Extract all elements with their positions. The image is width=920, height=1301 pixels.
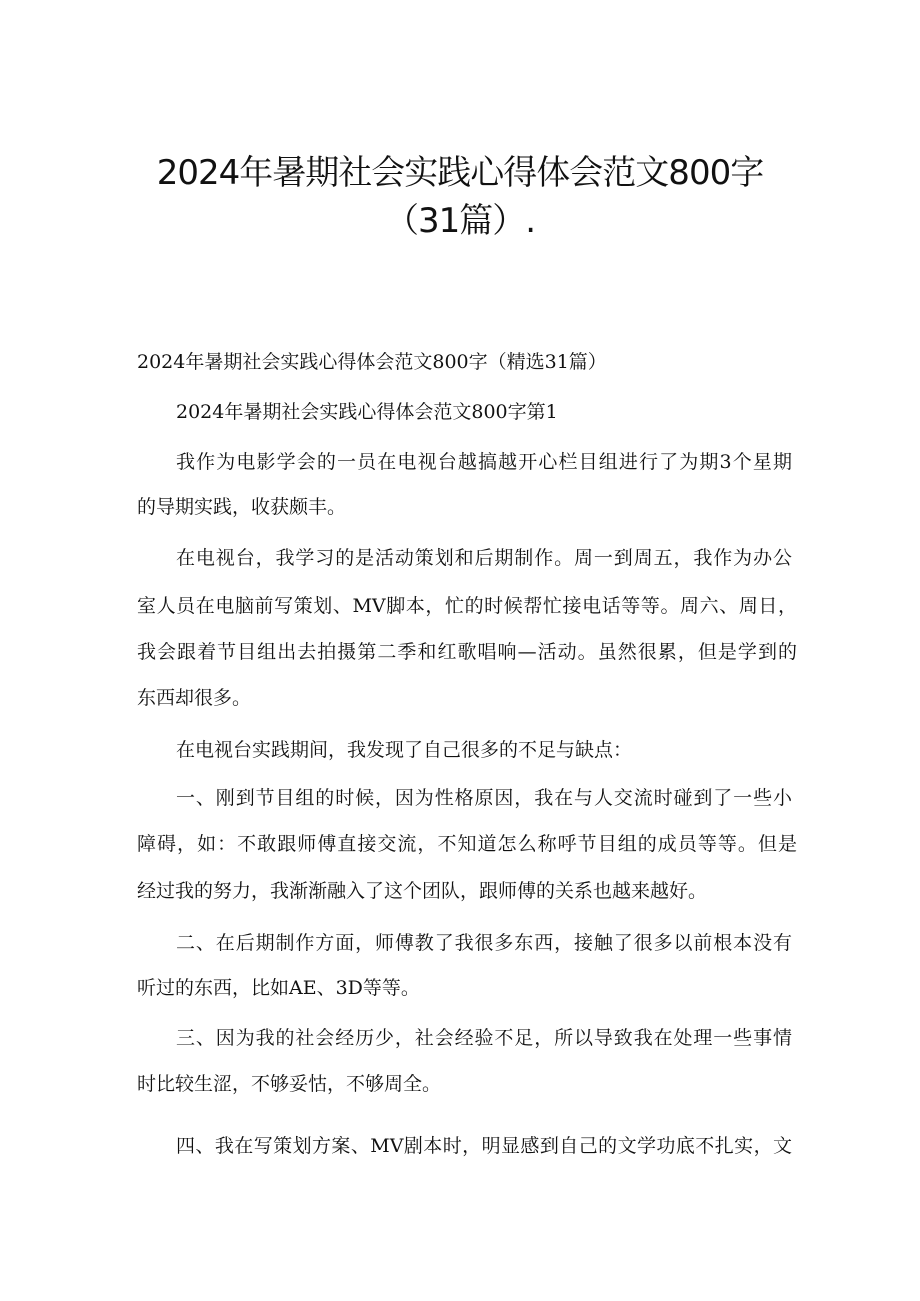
paragraph-line: 的导期实践，收获颇丰。 [137, 496, 347, 518]
paragraph-line: 一、刚到节目组的时候，因为性格原因，我在与人交流时碰到了一些小 [176, 787, 792, 809]
document-subtitle: 2024年暑期社会实践心得体会范文800字（精选31篇） [137, 351, 607, 373]
paragraph-line: 经过我的努力，我渐渐融入了这个团队，跟师傅的关系也越来越好。 [137, 880, 708, 902]
paragraph-line: 二、在后期制作方面，师傅教了我很多东西，接触了很多以前根本没有 [176, 932, 792, 954]
paragraph-line: 三、因为我的社会经历少，社会经验不足，所以导致我在处理一些事情 [176, 1027, 792, 1049]
document-title-line-1: 2024年暑期社会实践心得体会范文800字 [156, 153, 764, 193]
paragraph-line: 在电视台，我学习的是活动策划和后期制作。周一到周五，我作为办公 [176, 547, 792, 569]
paragraph-line: 四、我在写策划方案、MV剧本时，明显感到自己的文学功底不扎实，文 [176, 1135, 792, 1157]
paragraph-line: 室人员在电脑前写策划、MV脚本，忙的时候帮忙接电话等等。周六、周日， [137, 595, 797, 617]
paragraph-line: 时比较生涩，不够妥怙，不够周全。 [137, 1073, 442, 1095]
paragraph-line: 听过的东西，比如AE、3D等等。 [137, 977, 420, 999]
section-heading: 2024年暑期社会实践心得体会范文800字第1 [176, 401, 558, 423]
paragraph-line: 在电视台实践期间，我发现了自己很多的不足与缺点： [176, 739, 633, 761]
paragraph-line: 东西却很多。 [137, 687, 252, 709]
document-title-line-2: （31篇）. [384, 201, 536, 241]
paragraph-line: 我会跟着节目组出去拍摄第二季和红歌唱响—活动。虽然很累，但是学到的 [137, 641, 797, 663]
paragraph-line: 我作为电影学会的一员在电视台越搞越开心栏目组进行了为期3个星期 [176, 451, 792, 473]
paragraph-line: 障碍，如：不敢跟师傅直接交流，不知道怎么称呼节目组的成员等等。但是 [137, 833, 797, 855]
